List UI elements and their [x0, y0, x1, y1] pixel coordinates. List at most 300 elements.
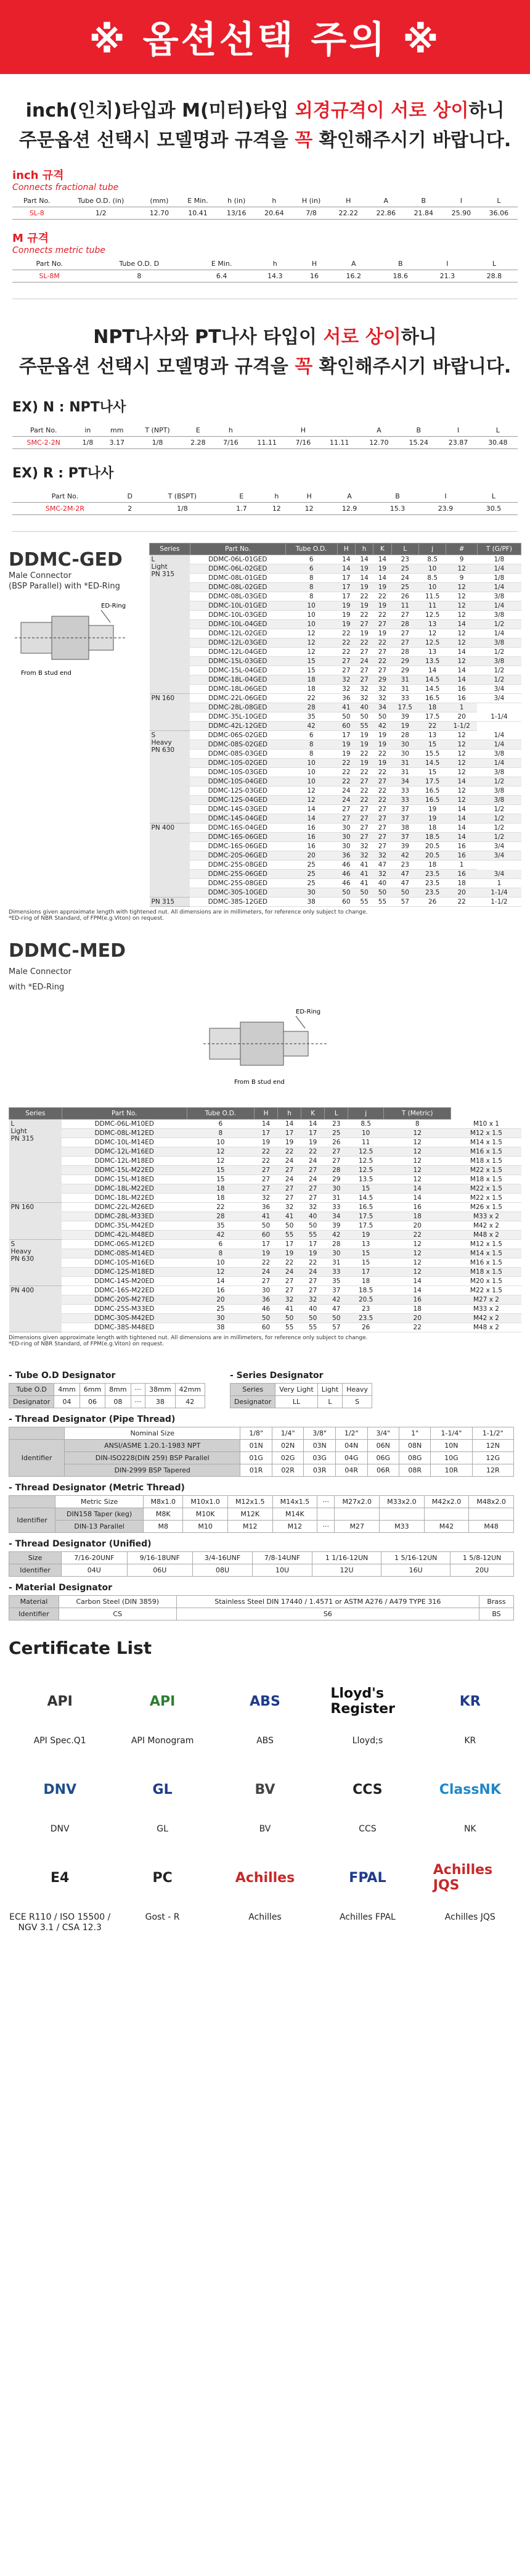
- table-cell: M22 x 1.5: [451, 1286, 521, 1295]
- table-cell: 27: [337, 814, 355, 824]
- table-cell: 38mm: [145, 1384, 175, 1396]
- table-cell: 32: [355, 685, 373, 694]
- table-cell: M18 x 1.5: [451, 1157, 521, 1166]
- table-cell: 27: [278, 1166, 301, 1175]
- table-cell: B: [373, 490, 422, 503]
- table-cell: 29: [373, 675, 391, 685]
- table-cell: 36: [337, 851, 355, 861]
- certificate-item: [419, 1847, 521, 1933]
- table-cell: 15: [348, 1184, 384, 1194]
- table-cell: M42 x 2: [451, 1314, 521, 1323]
- table-cell: 60: [337, 722, 355, 731]
- table-cell: 7/8-14UNF: [253, 1552, 312, 1564]
- series-cell: PN 160: [150, 694, 190, 731]
- table-cell: DDMC-06S-02GED: [190, 731, 285, 740]
- table-cell: 60: [254, 1231, 277, 1240]
- certificate-grid: [0, 1664, 530, 1952]
- table-cell: 15.24: [399, 437, 438, 449]
- table-cell: 19: [373, 583, 391, 592]
- table-cell: DDMC-08L-02GED: [190, 583, 285, 592]
- table-cell: 27: [373, 814, 391, 824]
- table-cell: DIN-ISO228(DIN 259) BSP Parallel: [65, 1452, 240, 1464]
- table-cell: Tube O.D.: [187, 1108, 254, 1120]
- identifier-cell: Identifier: [9, 1508, 55, 1533]
- certificate-logo-icon: API: [149, 1693, 176, 1709]
- table-cell: L: [470, 490, 518, 503]
- table-cell: 04U: [62, 1564, 127, 1577]
- table-cell: 27: [325, 1157, 348, 1166]
- table-cell: 10: [285, 777, 337, 786]
- table-cell: 40: [355, 703, 373, 712]
- table-cell: 57: [325, 1323, 348, 1332]
- table-cell: 47: [391, 879, 418, 888]
- table-cell: DDMC-12S-M18ED: [62, 1268, 187, 1277]
- table-row: [9, 1596, 514, 1608]
- table-cell: 25.90: [442, 207, 480, 220]
- table-cell: 32: [301, 1295, 325, 1305]
- table-cell: DDMC-28L-M33ED: [62, 1212, 187, 1221]
- table-cell: I: [424, 258, 471, 270]
- table-cell: 31: [325, 1194, 348, 1203]
- table-cell: 26: [418, 898, 446, 907]
- table-cell: H: [298, 258, 330, 270]
- table-cell: 16.2: [330, 270, 377, 283]
- table-cell: 22: [373, 638, 391, 648]
- table-cell: 42: [373, 722, 391, 731]
- ged-subtitle: (BSP Parallel) with *ED-Ring: [9, 582, 120, 591]
- table-cell: M48 x 2: [451, 1231, 521, 1240]
- table-cell: 1: [446, 703, 477, 712]
- table-cell: 7/16-20UNF: [62, 1552, 127, 1564]
- table-cell: 46: [337, 861, 355, 870]
- table-cell: 19: [373, 740, 391, 749]
- table-cell: M22 x 1.5: [451, 1184, 521, 1194]
- table-cell: 2.28: [182, 437, 214, 449]
- table-cell: 19: [373, 629, 391, 638]
- table-cell: 03N: [304, 1440, 336, 1452]
- table-cell: 24: [301, 1175, 325, 1184]
- table-cell: M33 x 2: [451, 1212, 521, 1221]
- table-cell: DIN-2999 BSP Tapered: [65, 1464, 240, 1477]
- table-cell: M18 x 1.5: [451, 1268, 521, 1277]
- table-cell: 7/8: [293, 207, 329, 220]
- table-cell: 18: [285, 685, 337, 694]
- table-cell: 20.5: [418, 851, 446, 861]
- table-cell: 06G: [367, 1452, 399, 1464]
- table-cell: L: [471, 258, 518, 270]
- table-cell: 1/2: [477, 814, 521, 824]
- table-cell: h: [255, 195, 293, 207]
- table-cell: 23.5: [418, 879, 446, 888]
- table-cell: BS: [479, 1608, 514, 1620]
- table-row: [150, 777, 521, 786]
- table-cell: 17: [337, 574, 355, 583]
- table-cell: M42x2.0: [424, 1496, 469, 1508]
- table-cell: 15.3: [373, 503, 422, 515]
- table-cell: M14 x 1.5: [451, 1138, 521, 1147]
- table-cell: 19: [418, 805, 446, 814]
- table-cell: 16: [384, 1295, 451, 1305]
- table-cell: 25: [391, 564, 418, 574]
- table-cell: 20: [384, 1314, 451, 1323]
- table-cell: [9, 1496, 55, 1508]
- table-cell: K: [373, 543, 391, 555]
- table-cell: M8K: [144, 1508, 183, 1521]
- table-cell: 12: [446, 796, 477, 805]
- certificate-logo-icon: KR: [459, 1693, 481, 1709]
- table-cell: 12: [384, 1240, 451, 1249]
- table-cell: DIN-13 Parallel: [55, 1521, 144, 1533]
- table-cell: 12: [446, 583, 477, 592]
- table-cell: 18.6: [377, 270, 424, 283]
- certificate-name: Achilles JQS: [444, 1912, 495, 1922]
- table-cell: SMC-2-2N: [12, 437, 75, 449]
- table-cell: 18: [418, 824, 446, 833]
- certificate-item: [111, 1847, 213, 1933]
- table-row: [9, 1396, 205, 1408]
- table-cell: 23.5: [348, 1314, 384, 1323]
- table-cell: 27: [373, 842, 391, 851]
- table-header: [12, 424, 518, 437]
- table-cell: 19: [337, 740, 355, 749]
- table-cell: j: [348, 1108, 384, 1120]
- table-cell: [247, 424, 287, 437]
- table-cell: 12: [446, 768, 477, 777]
- table-cell: 1.7: [222, 503, 260, 515]
- table-cell: 13.5: [348, 1175, 384, 1184]
- table-cell: 12: [446, 731, 477, 740]
- table-cell: DDMC-08L-01GED: [190, 574, 285, 583]
- table-cell: 22: [337, 759, 355, 768]
- certificate-logo-icon: API: [47, 1693, 73, 1709]
- table-cell: 10.41: [178, 207, 218, 220]
- table-cell: ANSI/ASME 1.20.1-1983 NPT: [65, 1440, 240, 1452]
- certificate-logo-icon: ClassNK: [439, 1781, 501, 1798]
- table-cell: 12: [187, 1147, 254, 1157]
- table-row: [150, 814, 521, 824]
- table-cell: 12.5: [348, 1157, 384, 1166]
- table-cell: 12.5: [418, 638, 446, 648]
- table-cell: 19: [373, 731, 391, 740]
- table-cell: 19: [278, 1138, 301, 1147]
- table-cell: 3/8: [477, 768, 521, 777]
- footnote-text: *ED-ring of NBR Standard, of FPM(e.g.Viton) on request.: [9, 1341, 165, 1347]
- table-cell: 19: [373, 564, 391, 574]
- table-cell: 39: [325, 1221, 348, 1231]
- ged-subtitle: Male Connector: [9, 571, 71, 580]
- table-cell: 27: [373, 620, 391, 629]
- table-cell: 12.5: [348, 1147, 384, 1157]
- table-cell: 39: [391, 842, 418, 851]
- table-cell: 60: [254, 1323, 277, 1332]
- series-designator-title: - Series Designator: [229, 1371, 324, 1381]
- table-cell: 16: [285, 833, 337, 842]
- table-cell: 3/4": [367, 1427, 399, 1440]
- table-cell: DDMC-06S-M12ED: [62, 1240, 187, 1249]
- table-row: [9, 1521, 514, 1533]
- table-cell: 1-1/2: [477, 898, 521, 907]
- table-cell: 8: [86, 270, 192, 283]
- notice-highlight: 꼭: [295, 130, 313, 151]
- table-cell: H: [254, 1108, 277, 1120]
- table-cell: 14.5: [348, 1194, 384, 1203]
- table-cell: Part No.: [12, 424, 75, 437]
- table-cell: (mm): [141, 195, 178, 207]
- table-cell: 10U: [253, 1564, 312, 1577]
- table-row: [150, 592, 521, 601]
- table-cell: 50: [301, 1314, 325, 1323]
- table-cell: 19: [337, 620, 355, 629]
- footnote-text: *ED-ring of NBR Standard, of FPM(e.g.Viton) on request.: [9, 915, 165, 922]
- table-cell: 1-1/4": [431, 1427, 472, 1440]
- table-cell: L: [317, 1396, 342, 1408]
- pt-spec-table: [12, 490, 518, 515]
- table-row: [9, 1552, 514, 1564]
- table-cell: 17: [348, 1268, 384, 1277]
- table-cell: 12: [187, 1157, 254, 1166]
- table-cell: 8: [285, 592, 337, 601]
- table-cell: 27: [391, 638, 418, 648]
- table-cell: 3.17: [100, 437, 133, 449]
- table-cell: 12: [446, 592, 477, 601]
- table-cell: 16: [446, 685, 477, 694]
- table-cell: 6.4: [192, 270, 251, 283]
- table-cell: 18: [384, 1305, 451, 1314]
- table-cell: 28: [285, 703, 337, 712]
- table-cell: 39: [391, 712, 418, 722]
- table-cell: CS: [59, 1608, 176, 1620]
- table-cell: 27: [373, 666, 391, 675]
- table-cell: S: [343, 1396, 372, 1408]
- table-cell: 32: [373, 851, 391, 861]
- table-cell: 19: [391, 722, 418, 731]
- table-cell: 10: [187, 1138, 254, 1147]
- table-cell: 12: [384, 1268, 451, 1277]
- table-cell: 19: [355, 601, 373, 611]
- table-cell: 8.5: [418, 574, 446, 583]
- table-cell: 16: [285, 824, 337, 833]
- table-cell: 42: [175, 1396, 205, 1408]
- table-cell: Material: [9, 1596, 59, 1608]
- table-cell: 10: [418, 564, 446, 574]
- notice-text: 주문옵션 선택시 모델명과 규격을: [18, 356, 295, 378]
- ged-table: [149, 543, 521, 907]
- table-header: [12, 195, 518, 207]
- table-cell: 10: [285, 759, 337, 768]
- certificate-logo-icon: PC: [152, 1870, 173, 1886]
- table-cell: DDMC-25S-06GED: [190, 870, 285, 879]
- table-row: [150, 870, 521, 879]
- table-cell: 8: [285, 740, 337, 749]
- table-cell: T (Metric): [384, 1108, 451, 1120]
- table-row: [12, 437, 518, 449]
- table-cell: 8: [285, 574, 337, 583]
- table-row: [150, 842, 521, 851]
- table-cell: 01R: [240, 1464, 272, 1477]
- table-cell: 12: [446, 759, 477, 768]
- table-row: [12, 207, 518, 220]
- table-cell: 3/8": [304, 1427, 336, 1440]
- table-cell: 27: [373, 824, 391, 833]
- certificate-item: [111, 1670, 213, 1746]
- table-cell: DDMC-18L-06GED: [190, 685, 285, 694]
- table-cell: 17.5: [348, 1212, 384, 1221]
- table-cell: 7/16: [214, 437, 247, 449]
- table-cell: 31: [391, 768, 418, 777]
- table-cell: 1/4: [477, 759, 521, 768]
- table-cell: 3/4: [477, 851, 521, 861]
- table-cell: 14: [446, 648, 477, 657]
- notice-highlight: 외경규격이 서로 상이: [295, 100, 469, 122]
- table-cell: 28.8: [471, 270, 518, 283]
- table-cell: 13: [418, 648, 446, 657]
- table-cell: 24: [278, 1268, 301, 1277]
- table-cell: 3/4: [477, 685, 521, 694]
- table-cell: 6: [187, 1240, 254, 1249]
- table-cell: 24: [254, 1268, 277, 1277]
- table-cell: 1/4: [477, 601, 521, 611]
- table-cell: I: [438, 424, 478, 437]
- table-cell: 1/8: [142, 503, 222, 515]
- table-cell: DDMC-16S-04GED: [190, 824, 285, 833]
- table-row: [150, 666, 521, 675]
- table-cell: 15: [348, 1258, 384, 1268]
- table-cell: T (BSPT): [142, 490, 222, 503]
- table-cell: DDMC-10L-M14ED: [62, 1138, 187, 1147]
- table-cell: 2: [118, 503, 142, 515]
- table-cell: M22 x 1.5: [451, 1194, 521, 1203]
- med-subtitle: Male Connector: [9, 967, 71, 976]
- table-cell: 13.5: [418, 657, 446, 666]
- table-cell: H: [330, 195, 367, 207]
- table-cell: 24: [337, 786, 355, 796]
- table-cell: 42: [325, 1231, 348, 1240]
- table-cell: 30: [325, 1184, 348, 1194]
- table-cell: 8: [285, 749, 337, 759]
- table-cell: SMC-2M-2R: [12, 503, 118, 515]
- table-cell: 40: [373, 879, 391, 888]
- table-cell: 08R: [399, 1464, 431, 1477]
- table-cell: 37: [391, 805, 418, 814]
- table-cell: 08N: [399, 1440, 431, 1452]
- table-cell: 55: [355, 898, 373, 907]
- table-cell: DDMC-16S-06GED: [190, 833, 285, 842]
- table-cell: 1 5/16-12UN: [381, 1552, 450, 1564]
- table-cell: 18: [187, 1184, 254, 1194]
- table-cell: A: [330, 258, 377, 270]
- certificate-logo-icon: Achilles JQS: [433, 1862, 493, 1893]
- table-cell: 12: [384, 1138, 451, 1147]
- table-cell: 13: [418, 620, 446, 629]
- certificate-item: [214, 1759, 316, 1835]
- table-cell: H: [287, 424, 319, 437]
- table-cell: DDMC-12L-M16ED: [62, 1147, 187, 1157]
- series-cell: S Heavy PN 630: [150, 731, 190, 824]
- table-cell: DDMC-22L-06GED: [190, 694, 285, 703]
- table-row: [9, 1258, 522, 1268]
- table-cell: M12x1.5: [227, 1496, 272, 1508]
- npt-spec-table: [12, 424, 518, 449]
- table-cell: 22: [373, 796, 391, 805]
- table-cell: 11.11: [320, 437, 359, 449]
- table-cell: 1/2: [477, 777, 521, 786]
- table-cell: 50: [254, 1221, 277, 1231]
- table-cell: 27: [337, 805, 355, 814]
- table-cell: 17: [337, 731, 355, 740]
- inch-spec-subtitle: Connects fractional tube: [12, 183, 119, 192]
- table-cell: H: [293, 490, 325, 503]
- certificate-name: API Monogram: [131, 1736, 194, 1746]
- table-cell: 46: [254, 1305, 277, 1314]
- table-cell: 21.3: [424, 270, 471, 283]
- table-cell: 04N: [335, 1440, 367, 1452]
- table-cell: 14: [187, 1277, 254, 1286]
- table-cell: 13: [418, 731, 446, 740]
- table-cell: 14: [446, 777, 477, 786]
- notice-highlight: 서로 상이: [323, 326, 401, 348]
- table-cell: M10 x 1: [451, 1120, 521, 1129]
- table-cell: 30: [337, 842, 355, 851]
- table-cell: DDMC-38S-12GED: [190, 898, 285, 907]
- table-row: [9, 1240, 522, 1249]
- table-cell: 22: [418, 722, 446, 731]
- table-cell: 4mm: [54, 1384, 80, 1396]
- table-cell: 22: [373, 592, 391, 601]
- table-cell: 03G: [304, 1452, 336, 1464]
- npt-example-label: EX) N : NPT나사: [12, 400, 126, 415]
- table-cell: 10: [285, 611, 337, 620]
- table-cell: 19: [337, 601, 355, 611]
- table-cell: 20: [446, 712, 477, 722]
- table-cell: 28: [325, 1240, 348, 1249]
- table-cell: 41: [355, 879, 373, 888]
- table-cell: 17.5: [418, 712, 446, 722]
- table-cell: DDMC-10L-01GED: [190, 601, 285, 611]
- table-cell: 25: [285, 861, 337, 870]
- table-cell: DDMC-10S-03GED: [190, 768, 285, 777]
- table-cell: 33: [325, 1268, 348, 1277]
- table-cell: 32: [373, 694, 391, 703]
- table-cell: 1/8: [133, 437, 182, 449]
- notice-npt-pt: [0, 310, 530, 388]
- table-cell: 33: [391, 786, 418, 796]
- table-cell: Series: [150, 543, 190, 555]
- table-cell: ···: [131, 1384, 145, 1396]
- table-cell: 41: [355, 870, 373, 879]
- table-cell: M14K: [272, 1508, 317, 1521]
- certificate-item: [214, 1847, 316, 1933]
- table-cell: 14: [446, 666, 477, 675]
- table-cell: 12N: [472, 1440, 513, 1452]
- table-cell: 10: [187, 1258, 254, 1268]
- table-cell: Tube O.D. D: [86, 258, 192, 270]
- table-cell: 16.5: [418, 694, 446, 703]
- table-cell: 02G: [272, 1452, 304, 1464]
- table-cell: 27: [254, 1277, 277, 1286]
- table-cell: 19: [355, 759, 373, 768]
- table-cell: Part No.: [12, 258, 86, 270]
- table-cell: 01G: [240, 1452, 272, 1464]
- table-cell: [335, 1508, 380, 1521]
- table-cell: 12: [384, 1258, 451, 1268]
- table-cell: 22: [254, 1157, 277, 1166]
- table-cell: 27: [254, 1184, 277, 1194]
- table-cell: 50: [373, 712, 391, 722]
- table-cell: 27: [355, 814, 373, 824]
- table-cell: 32: [278, 1295, 301, 1305]
- table-cell: 3/8: [477, 749, 521, 759]
- table-row: [9, 1147, 522, 1157]
